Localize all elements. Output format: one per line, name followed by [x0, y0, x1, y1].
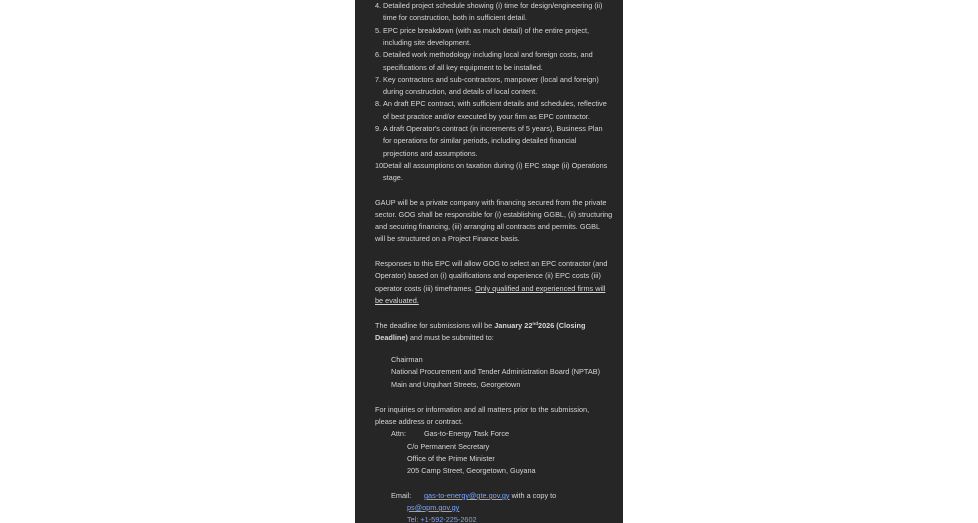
list-item-number: 10. — [375, 160, 386, 170]
list-item-text: of best practice and/or executed by your firm as EPC contractor. — [383, 111, 590, 121]
paragraph-line: and securing financing, (iii) arranging all contracts and permits. GGBL — [375, 222, 601, 231]
list-item-number: 4. — [375, 1, 382, 10]
list-item-text: specifications of all key equipment to be installed. — [383, 62, 543, 72]
list-item-number: 7. — [375, 74, 382, 84]
email-label: Email: — [391, 491, 412, 500]
paragraph-line: will be structured on a Project Finance basis. — [375, 234, 520, 243]
paragraph-line: sector. GOG shall be responsible for (i) establishing GGBL, (ii) structuring — [375, 210, 613, 219]
list-item-text: for operations for similar periods, including detailed financial — [383, 136, 577, 146]
list-item-number: 9. — [375, 124, 382, 133]
deadline-text: and must be submitted to: — [407, 333, 494, 342]
inquiries-line: please address or contract. — [375, 417, 464, 426]
email-link-copy[interactable]: ps@opm.gov.gy — [407, 503, 460, 512]
list-item-text: Detailed project schedule showing (i) time for design/engineering (ii) — [383, 1, 603, 10]
email-link-primary[interactable]: gas-to-energy@gte.gov.gy — [424, 491, 510, 500]
list-item-number: 6. — [375, 50, 382, 60]
list-item-text: Detail all assumptions on taxation during (i) EPC stage (ii) Operations — [383, 160, 608, 170]
underlined-text: Only qualified and experienced firms will — [475, 284, 606, 293]
address-line: Chairman — [391, 355, 423, 364]
deadline-line — [375, 332, 494, 343]
email-line — [424, 490, 556, 501]
email-line — [407, 502, 459, 513]
list-item-text: including site development. — [383, 37, 472, 47]
list-item-number: 8. — [375, 99, 382, 109]
paragraph-line: GAUP will be a private company with financing secured from the private — [375, 198, 607, 207]
inquiries-line: For inquiries or information and all matters prior to the submission, — [375, 405, 590, 414]
paragraph-line: Responses to this EPC will allow GOG to select an EPC contractor (and — [375, 259, 608, 268]
deadline-date: January 22 — [494, 321, 533, 330]
attn-line: 205 Camp Street, Georgetown, Guyana — [407, 466, 536, 475]
list-item-text: stage. — [383, 173, 403, 183]
deadline-date-year: 2026 (Closing — [538, 321, 586, 330]
paragraph-text: operator costs (iii) timeframes. — [375, 284, 476, 293]
paragraph-line — [375, 283, 605, 294]
deadline-line — [375, 320, 585, 331]
list-item-text: A draft Operator's contract (in increments of 5 years), Business Plan — [383, 124, 603, 133]
list-item-number: 5. — [375, 25, 382, 35]
phone-link[interactable]: Tel: +1-592-225-2602 — [407, 515, 477, 523]
paragraph-line: Operator) based on (i) qualifications and experience (ii) EPC costs (iii) — [375, 271, 601, 280]
attn-line: Gas-to-Energy Task Force — [424, 429, 510, 438]
address-line: Main and Urquhart Streets, Georgetown — [391, 380, 521, 389]
attn-line: C/o Permanent Secretary — [407, 442, 490, 451]
document-page — [355, 0, 623, 523]
list-item-text: projections and assumptions. — [383, 148, 478, 158]
deadline-text: The deadline for submissions will be — [375, 321, 495, 330]
list-item-text: Key contractors and sub-contractors, manpower (local and foreign) — [383, 74, 599, 84]
email-text: with a copy to — [509, 491, 557, 500]
list-item-text: EPC price breakdown (with as much detail) of the entire project, — [383, 25, 590, 35]
address-line: National Procurement and Tender Administration Board (NPTAB) — [391, 367, 601, 376]
underlined-text: be evaluated. — [375, 296, 419, 305]
list-item-text: during construction, and details of local content. — [383, 87, 538, 97]
list-item-text: An draft EPC contract, with sufficient details and schedules, reflective — [383, 99, 607, 109]
deadline-label: Deadline) — [375, 333, 408, 342]
list-item-text: time for construction, both in sufficient detail. — [383, 13, 527, 23]
attn-label: Attn: — [391, 429, 407, 438]
date-suffix: nd — [532, 321, 539, 326]
attn-line: Office of the Prime Minister — [407, 454, 495, 463]
list-item-text: Detailed work methodology including local and foreign costs, and — [383, 50, 593, 60]
